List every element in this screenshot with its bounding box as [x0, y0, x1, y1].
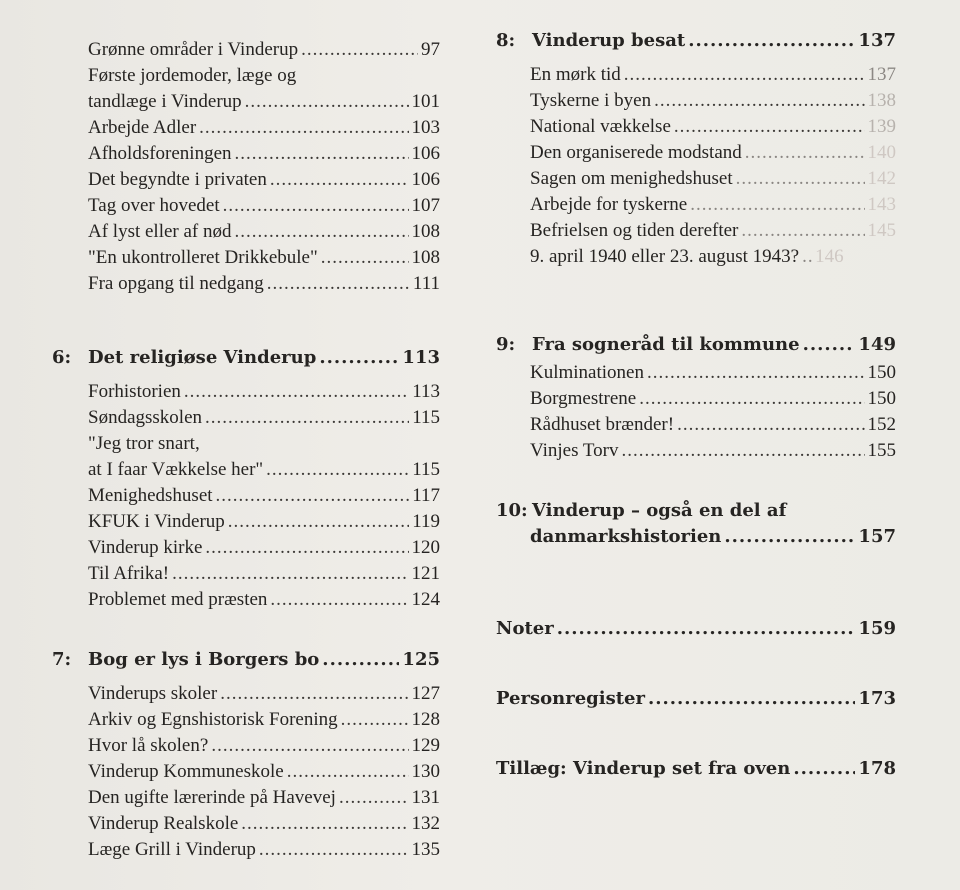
chapter7-heading: 7: Bog er lys i Borgers bo ..... 125: [52, 647, 440, 673]
toc-entry: Den ugifte lærerinde på Havevej ..... 131: [88, 785, 440, 811]
toc-entry: Vinderups skoler ..... 127: [88, 681, 440, 707]
toc-entry: Til Afrika! ..... 121: [88, 561, 440, 587]
chapter10-heading-line1: 10: Vinderup – også en del af: [496, 500, 787, 521]
chapter9-list: [496, 360, 896, 464]
toc-entry: Befrielsen og tiden derefter ..... 145: [530, 218, 896, 244]
toc-entry: National vækkelse ..... 139: [530, 114, 896, 140]
left-column: [52, 37, 440, 863]
toc-entry: Vinderup kirke ..... 120: [88, 535, 440, 561]
chapter7-list: [52, 681, 440, 863]
toc-entry: Vinjes Torv ..... 155: [530, 438, 896, 464]
chapter6-list: [52, 379, 440, 613]
toc-entry: Sagen om menighedshuset ..... 142: [530, 166, 896, 192]
toc-entry: Vinderup Realskole ..... 132: [88, 811, 440, 837]
toc-entry: "En ukontrolleret Drikkebule" ..... 108: [88, 245, 440, 271]
toc-entry-line: Første jordemoder, læge og: [88, 65, 297, 86]
tillaeg-heading: Tillæg: Vinderup set fra oven ..... 178: [496, 756, 896, 782]
toc-entry: Problemet med præsten ..... 124: [88, 587, 440, 613]
toc-entry: Afholdsforeningen ..... 106: [88, 141, 440, 167]
toc-entry-line: "Jeg tror snart,: [88, 433, 200, 454]
chapter6-heading: 6: Det religiøse Vinderup ..... 113: [52, 345, 440, 371]
toc-entry: Det begyndte i privaten ..... 106: [88, 167, 440, 193]
toc-entry: En mørk tid ..... 137: [530, 62, 896, 88]
toc-entry: tandlæge i Vinderup ..... 101: [88, 89, 440, 115]
toc-entry: Grønne områder i Vinderup ..... 97: [88, 37, 440, 63]
toc-entry: Tag over hovedet ..... 107: [88, 193, 440, 219]
toc-entry: at I faar Vækkelse her" ..... 115: [88, 457, 440, 483]
chapter10-heading: [496, 498, 896, 550]
toc-entry: Arkiv og Egnshistorisk Forening ..... 128: [88, 707, 440, 733]
toc-entry: Rådhuset brænder! ..... 152: [530, 412, 896, 438]
toc-entry: Arbejde for tyskerne ..... 143: [530, 192, 896, 218]
toc-entry: Hvor lå skolen? ..... 129: [88, 733, 440, 759]
toc-entry: Tyskerne i byen ..... 138: [530, 88, 896, 114]
toc-entry: Kulminationen ..... 150: [530, 360, 896, 386]
chapter10-heading-line2: danmarkshistorien ..... 157: [496, 524, 896, 550]
toc-entry: Læge Grill i Vinderup ..... 135: [88, 837, 440, 863]
toc-entry: Arbejde Adler ..... 103: [88, 115, 440, 141]
chapter9-heading: 9: Fra sogneråd til kommune ..... 149: [496, 332, 896, 358]
toc-entry: Menighedshuset ..... 117: [88, 483, 440, 509]
personregister-heading: Personregister ..... 173: [496, 686, 896, 712]
chapter8-heading: 8: Vinderup besat ..... 137: [496, 28, 896, 54]
noter-heading: Noter ..... 159: [496, 616, 896, 642]
toc-entry: Fra opgang til nedgang ..... 111: [88, 271, 440, 297]
right-column: [496, 28, 896, 782]
toc-entry: Den organiserede modstand ..... 140: [530, 140, 896, 166]
chapter5-continued-list: [52, 37, 440, 297]
toc-entry: 9. april 1940 eller 23. august 1943? ..... 146: [530, 244, 896, 270]
toc-entry: Vinderup Kommuneskole ..... 130: [88, 759, 440, 785]
toc-entry: Søndagsskolen ..... 115: [88, 405, 440, 431]
chapter8-list: [496, 62, 896, 270]
toc-entry: Af lyst eller af nød ..... 108: [88, 219, 440, 245]
toc-entry: KFUK i Vinderup ..... 119: [88, 509, 440, 535]
toc-entry: Borgmestrene ..... 150: [530, 386, 896, 412]
toc-entry: Forhistorien ..... 113: [88, 379, 440, 405]
